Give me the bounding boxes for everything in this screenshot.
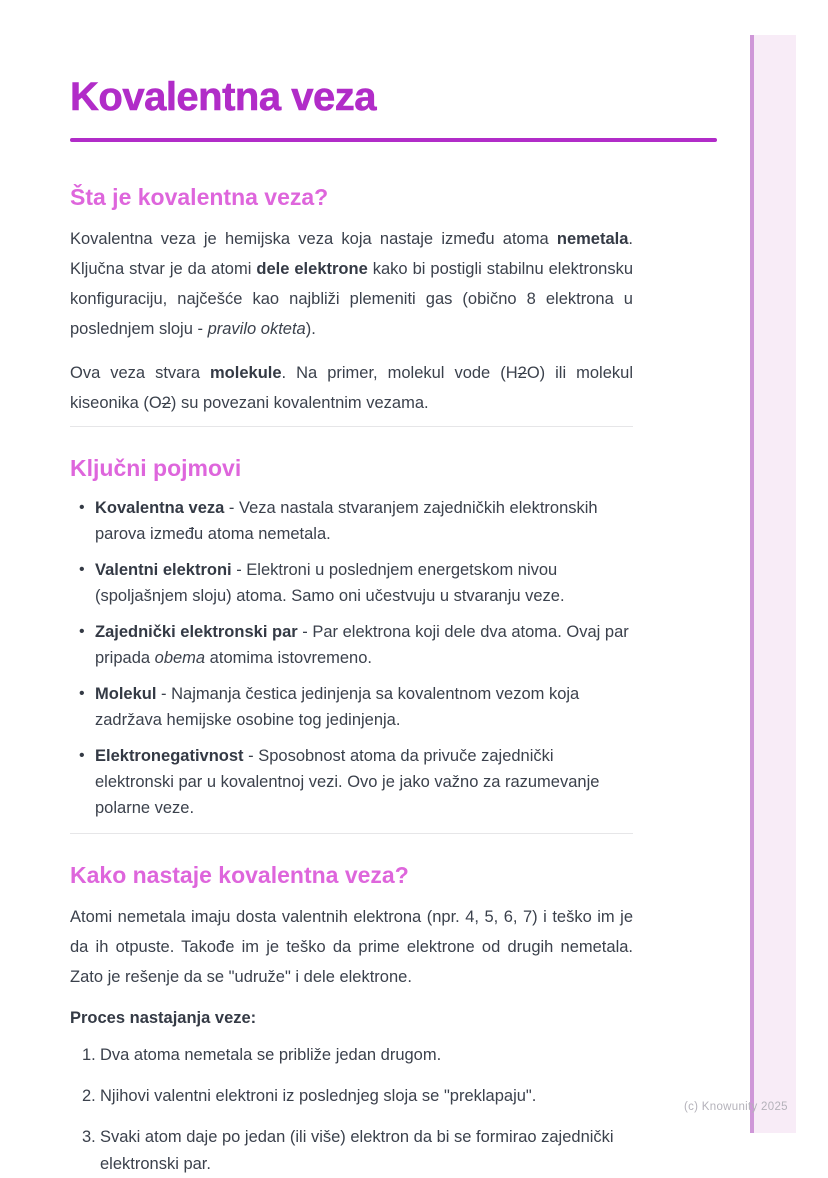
list-item (70, 743, 633, 821)
term-label: Molekul (95, 685, 157, 703)
bold-term-molekule: molekule (210, 364, 282, 382)
term-description: Najmanja čestica jedinjenja sa kovalentnom vezom koja zadržava hemijske osobine tog jedinjenja. (95, 685, 580, 729)
text-run: . Na primer, molekul vode (H (281, 364, 518, 382)
page-title: Kovalentna veza (70, 75, 376, 119)
term-description-italic: obema (154, 649, 206, 667)
term-separator: - (156, 685, 172, 703)
step-text: Njihovi valentni elektroni iz poslednjeg sloja se "preklapaju". (100, 1087, 537, 1105)
section-divider (70, 426, 633, 427)
numbered-step (70, 1083, 633, 1110)
footer-credit: (c) Knowunity 2025 (684, 1101, 788, 1113)
title-underline-rule (70, 138, 717, 142)
text-run: ) su povezani kovalentnim vezama. (170, 394, 429, 412)
text-run: Kovalentna veza je hemijska veza koja nastaje između atoma (70, 230, 557, 248)
term-separator: - (224, 499, 239, 517)
list-item (70, 681, 633, 733)
decorative-side-stripe (750, 35, 796, 1133)
step-number: 3. (82, 1128, 96, 1146)
step-text: Dva atoma nemetala se približe jedan drugom. (100, 1046, 442, 1064)
bold-term-dele-elektrone: dele elektrone (256, 260, 368, 278)
bold-term-nemetala: nemetala (556, 230, 629, 248)
step-number: 2. (82, 1087, 96, 1105)
term-separator: - (243, 747, 259, 765)
section-heading-how-forms: Kako nastaje kovalentna veza? (70, 862, 409, 888)
bullet-icon: • (79, 623, 85, 640)
numbered-step (70, 1124, 633, 1178)
term-separator: - (297, 623, 313, 641)
term-label: Zajednički elektronski par (95, 623, 298, 641)
section-heading-what-is: Šta je kovalentna veza? (70, 184, 329, 210)
text-run: Ova veza stvara (70, 364, 211, 382)
term-description: Veza nastala stvaranjem zajedničkih elektronskih parova između atoma nemetala. (95, 499, 598, 543)
italic-term-pravilo-okteta: pravilo okteta (207, 320, 306, 338)
term-label: Valentni elektroni (95, 561, 232, 579)
text-run: ). (305, 320, 316, 338)
list-item (70, 495, 633, 547)
text-run: O) ili molekul kiseonika (O (70, 364, 633, 412)
term-description: Sposobnost atoma da privuče zajednički elektronski par u kovalentnoj vezi. Ovo je jako važno za razumevanje polarne veze. (95, 747, 600, 817)
paragraph-how-forms: Atomi nemetala imaju dosta valentnih elektrona (npr. 4, 5, 6, 7) i teško im je da ih otpuste. Takođe im je teško da prime elektrone od drugih nemetala. Zato je rešenje da se "udruže" i dele elektrone. (70, 908, 633, 986)
section-heading-key-terms: Ključni pojmovi (70, 455, 242, 481)
text-run: . Ključna stvar je da atomi (70, 230, 633, 278)
list-item (70, 557, 633, 609)
strikethrough-subscript-2: 2 (161, 394, 171, 412)
section-divider (70, 833, 633, 834)
bullet-icon: • (79, 561, 85, 578)
term-separator: - (231, 561, 247, 579)
bullet-icon: • (79, 499, 85, 516)
term-label: Elektronegativnost (95, 747, 244, 765)
step-number: 1. (82, 1046, 96, 1064)
key-terms-list (70, 495, 633, 821)
term-label: Kovalentna veza (95, 499, 225, 517)
text-run: kako bi postigli stabilnu elektronsku konfiguraciju, najčešće kao najbliži plemeniti gas (obično 8 elektrona u poslednjem sloju - (70, 260, 634, 338)
paragraph-definition (70, 224, 633, 344)
list-item (70, 619, 633, 671)
process-subheading: Proces nastajanja veze: (70, 1009, 257, 1027)
paragraph-molecules (70, 358, 633, 418)
document-page (70, 0, 633, 1178)
term-description: Par elektrona koji dele dva atoma. Ovaj par pripada (95, 623, 629, 667)
term-description: atomima istovremeno. (205, 649, 372, 667)
bullet-icon: • (79, 685, 85, 702)
strikethrough-subscript-2: 2 (517, 364, 527, 382)
step-text: Svaki atom daje po jedan (ili više) elektron da bi se formirao zajednički elektronski par. (100, 1128, 614, 1173)
term-description: Elektroni u poslednjem energetskom nivou (spoljašnjem sloju) atoma. Samo oni učestvuju u stvaranju veze. (95, 561, 565, 605)
bullet-icon: • (79, 747, 85, 764)
process-steps-list (70, 1042, 633, 1178)
numbered-step (70, 1042, 633, 1069)
